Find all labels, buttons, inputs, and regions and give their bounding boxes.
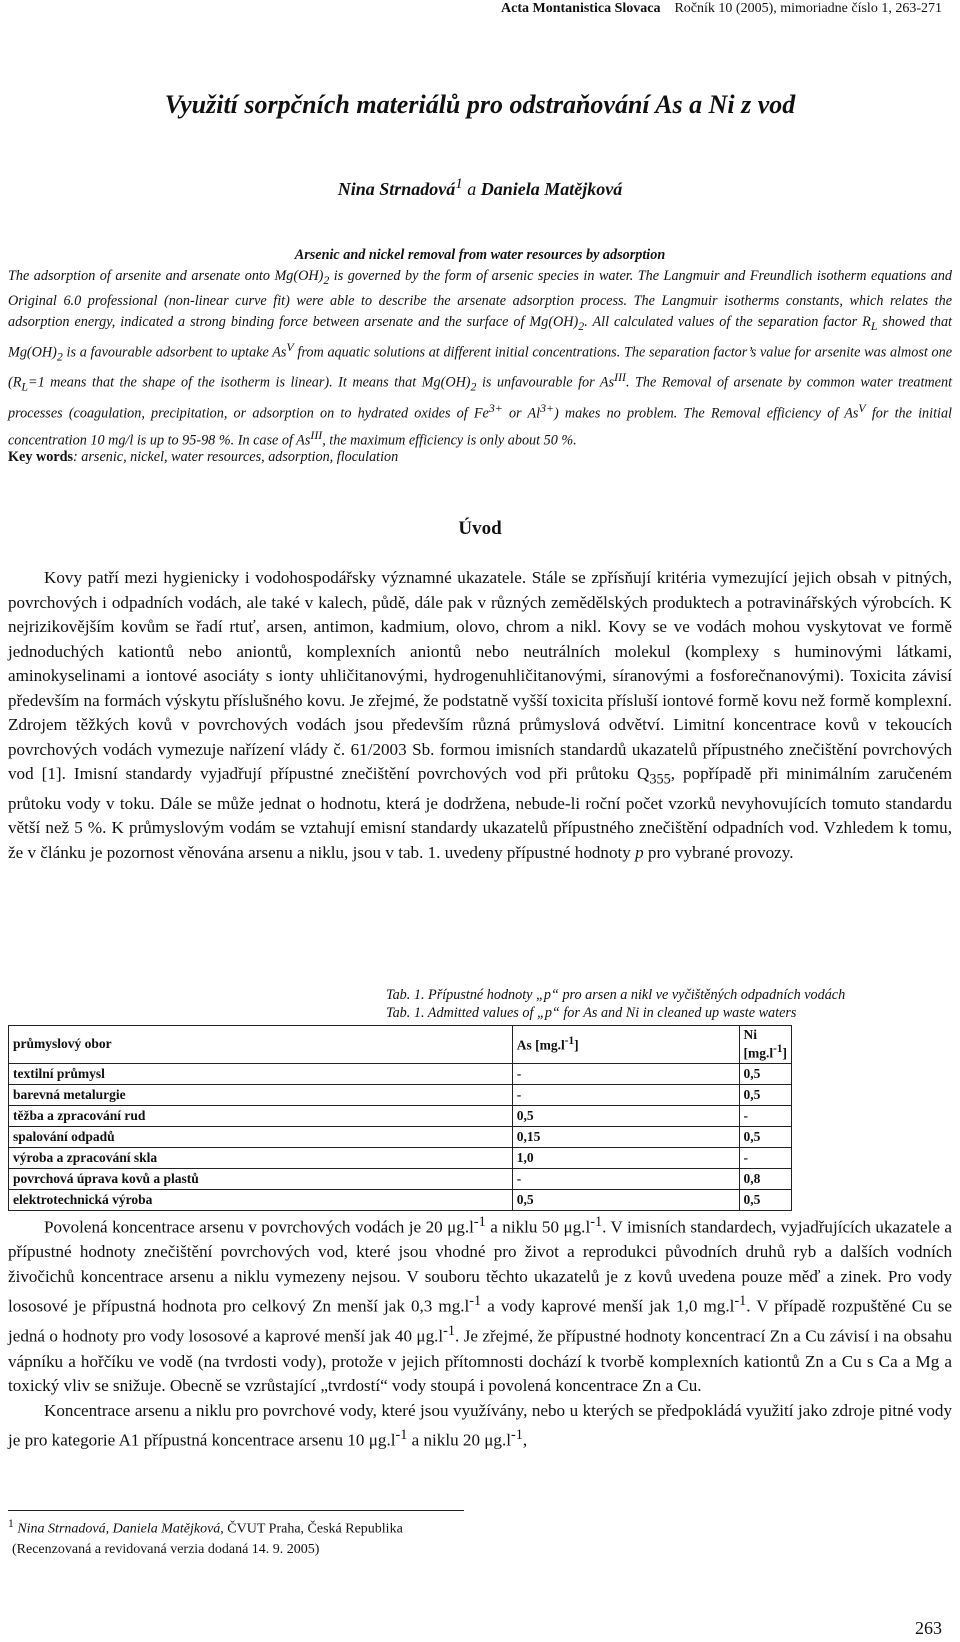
abstract-text: =1 means that the shape of the isotherm is linear). It means that Mg(OH) (28, 374, 471, 391)
subscript: L (870, 318, 878, 333)
cell-industry: výroba a zpracování skla (9, 1147, 513, 1168)
superscript: -1 (473, 1214, 486, 1230)
subscript: 355 (649, 771, 671, 788)
superscript: -1 (443, 1323, 456, 1340)
running-head (0, 0, 960, 18)
superscript: -1 (395, 1427, 408, 1444)
author-conjunction: a (462, 179, 481, 199)
author-2: Daniela Matějková (480, 179, 623, 199)
cell-as: 0,5 (512, 1105, 739, 1126)
header-industry: průmyslový obor (9, 1026, 513, 1064)
body-paragraphs-2-3 (8, 1210, 952, 1453)
table-header-row (9, 1026, 792, 1064)
abstract (8, 245, 952, 451)
paragraph-text: . V imisních standardech, vyjadřujících ukazatele a přípustné hodnoty znečištění povrchových vod, které jsou vhodné pro život a reprodukci původních druhů ryb a dalších vodních živočichů koncentrace arsenu a niklu vymezeny nejsou. V souboru těchto ukazatelů je z kovů uvedena pouze měď a zinek. Pro vody lososové je přípustná hodnota pro celkový Zn menší jak 0,3 mg.l (8, 1217, 953, 1316)
cell-as: 1,0 (512, 1147, 739, 1168)
paragraph-text: a niklu 20 μg.l (407, 1430, 512, 1450)
abstract-text: or Al (502, 405, 541, 422)
superscript: V (858, 400, 866, 415)
keywords (8, 449, 952, 466)
section-heading: Úvod (458, 518, 502, 539)
cell-ni: 0,5 (739, 1063, 792, 1084)
author-line (0, 176, 960, 200)
abstract-text: , the maximum efficiency is only about 50 %. (322, 432, 577, 449)
body-paragraph-1 (8, 566, 952, 865)
paragraph-text: Koncentrace arsenu a niklu pro povrchové vody, které jsou využívány, nebo u kterých se předpokládá využití jako zdroje pitné vody je pro kategorie A1 přípustná koncentrace arsenu 10 μg.l (8, 1400, 952, 1450)
paragraph-text: , (522, 1430, 528, 1450)
table-row (9, 1084, 792, 1105)
abstract-text: . The Removal of arsenate by common water treatment processes (coagulation, precipitation, or adsorption on to hydrated oxides of Fe (8, 374, 953, 422)
subscript: 2 (470, 379, 477, 394)
abstract-body (8, 266, 952, 451)
subscript: 2 (56, 349, 63, 364)
caption-czech: Tab. 1. Přípustné hodnoty „p“ pro arsen a nikl ve vyčištěných odpadních vodách (386, 987, 846, 1003)
abstract-text: for the initial concentration 10 mg/l is up to 95-98 %. In case of As (8, 405, 952, 449)
superscript: V (286, 339, 294, 354)
superscript: III (614, 370, 626, 385)
cell-as: - (512, 1063, 739, 1084)
keywords-label: Key words (8, 449, 74, 465)
header-text: Ni [mg.l (743, 1027, 774, 1061)
paragraph-text: a niklu 50 μg.l (485, 1217, 591, 1237)
header-as (512, 1026, 739, 1064)
author-footnote-marker: 1 (455, 176, 463, 192)
footnote-affiliation (8, 1514, 908, 1540)
cell-industry: těžba a zpracování rud (9, 1105, 513, 1126)
paragraph-text: . V případě rozpuštěné Cu se jedná o hodnoty pro vody lososové a kaprové menší jak 40 μg.l (8, 1296, 952, 1347)
footnote (8, 1514, 908, 1560)
abstract-text: is unfavourable for As (476, 374, 615, 391)
caption-english: Tab. 1. Admitted values of „p“ for As and Ni in cleaned up waste waters (386, 1005, 797, 1021)
cell-industry: spalování odpadů (9, 1126, 513, 1147)
footnote-marker: 1 (8, 1517, 14, 1530)
superscript: -1 (773, 1043, 783, 1055)
superscript: III (310, 427, 323, 442)
header-text: ] (782, 1045, 787, 1061)
cell-industry: elektrotechnická výroba (9, 1189, 513, 1210)
header-text: ] (574, 1037, 579, 1053)
footnote-review: (Recenzovaná a revidovaná verzia dodaná 14. 9. 2005) (12, 1541, 320, 1557)
table-row (9, 1063, 792, 1084)
cell-as: - (512, 1168, 739, 1189)
superscript: 3+ (540, 400, 555, 415)
cell-ni: 0,5 (739, 1189, 792, 1210)
table-row (9, 1105, 792, 1126)
superscript: 3+ (488, 400, 503, 415)
table-row (9, 1168, 792, 1189)
paragraph (8, 566, 952, 865)
abstract-text: from aquatic solutions at different initial concentrations. The separation factor’s value for arsenite was almost one (R (8, 344, 953, 391)
superscript: -1 (734, 1293, 747, 1310)
footnote-affil: , ČVUT Praha, Česká Republika (220, 1521, 403, 1537)
subscript: 2 (323, 272, 330, 287)
header-ni (739, 1026, 792, 1064)
abstract-text: ) makes no problem. The Removal efficiency of As (554, 405, 859, 422)
superscript: -1 (564, 1035, 575, 1047)
paragraph (8, 1399, 952, 1454)
superscript: -1 (469, 1293, 482, 1310)
subscript: 2 (578, 318, 585, 333)
data-table (8, 1025, 792, 1211)
paragraph-text: . Je zřejmé, že přípustné hodnoty koncentrací Zn a Cu závisí i na obsahu vápníku a hořčíku ve vodě (na tvrdosti vody), protože v jejich přítomnosti dochází k tvorbě komplexních kationtů Zn a Cu s Ca a Mg a toxický vliv se snižuje. Obecně se vzrůstající „tvrdostí“ vody stoupá i povolená koncentrace Zn a Cu. (8, 1327, 953, 1396)
abstract-text: . All calculated values of the separation factor R (584, 313, 871, 330)
paper-title: Využití sorpčních materiálů pro odstraňování As a Ni z vod (164, 90, 796, 119)
table-caption (386, 986, 956, 1022)
superscript: -1 (511, 1427, 523, 1444)
cell-industry: povrchová úprava kovů a plastů (9, 1168, 513, 1189)
paragraph (8, 1210, 952, 1399)
author-1: Nina Strnadová (337, 179, 456, 199)
journal-issue: Ročník 10 (2005), mimoriadne číslo 1, 263-271 (674, 1, 942, 16)
cell-ni: 0,5 (739, 1084, 792, 1105)
abstract-text: is a favourable adsorbent to uptake As (62, 344, 287, 361)
abstract-text: is governed by the form of arsenic species in water. The Langmuir and Freundlich isotherm equations and Original 6.0 professional (non-linear curve fit) were able to describe the arsenate adsorption process. The Langmuir isotherms constants, which relates the adsorption energy, indicated a strong binding force between arsenate and the surface of Mg(OH) (8, 268, 953, 330)
table-row (9, 1189, 792, 1210)
subscript: L (21, 379, 28, 394)
abstract-text: showed that Mg(OH) (8, 313, 952, 361)
paragraph-text: Povolená koncentrace arsenu v povrchových vodách je 20 μg.l (44, 1217, 474, 1237)
italic-symbol: p (635, 842, 644, 862)
table-row (9, 1147, 792, 1168)
paragraph-text: pro vybrané provozy. (643, 842, 794, 862)
abstract-text: The adsorption of arsenite and arsenate onto Mg(OH) (8, 268, 324, 284)
cell-ni: 0,8 (739, 1168, 792, 1189)
cell-industry: textilní průmysl (9, 1063, 513, 1084)
cell-ni: 0,5 (739, 1126, 792, 1147)
cell-as: 0,15 (512, 1126, 739, 1147)
table-row (9, 1126, 792, 1147)
page-number: 263 (915, 1618, 942, 1638)
abstract-title: Arsenic and nickel removal from water resources by adsorption (294, 247, 666, 263)
cell-as: 0,5 (512, 1189, 739, 1210)
keywords-text: : arsenic, nickel, water resources, adsorption, floculation (73, 449, 399, 465)
cell-ni: - (739, 1105, 792, 1126)
cell-as: - (512, 1084, 739, 1105)
journal-name: Acta Montanistica Slovaca (501, 1, 661, 16)
paragraph-text: , popřípadě při minimálním zaručeném průtoku vody v toku. Dále se může jednat o hodnotu, která je dodržena, nebude-li roční počet vzorků nevyhovujících tomuto standardu větší než 5 %. K průmyslovým vodám se vztahují emisní standardy ukazatelů přípustného znečištění odpadních vod. Vzhledem k tomu, že v článku je pozornost věnována arsenu a niklu, jsou v tab. 1. uvedeny přípustné hodnoty (8, 764, 952, 862)
footnote-authors: Nina Strnadová, Daniela Matějková (13, 1521, 221, 1537)
cell-industry: barevná metalurgie (9, 1084, 513, 1105)
footnote-rule (8, 1510, 464, 1511)
cell-ni: - (739, 1147, 792, 1168)
superscript: -1 (590, 1214, 603, 1230)
paragraph-text: Kovy patří mezi hygienicky i vodohospodářsky významné ukazatele. Stále se zpřísňují kritéria vymezující jejich obsah v pitných, povrchových i odpadních vodách, ale také v kalech, půdě, dále pak v různých zemědělských produktech a potravinářských výrobcích. K nejrizikovějším kovům se řadí rtuť, arsen, antimon, kadmium, olovo, chrom a nikl. Kovy se ve vodách mohou vyskytovat ve formě jednoduchých kationtů nebo aniontů, komplexních aniontů nebo neutrálních molekul (komplexy s huminovými látkami, aminokyselinami a iontové asociáty s ionty uhličitanovými, hydrogenuhličitanovými, síranovými a fosforečnanovými). Toxicita závisí především na formách výskytu příslušného kovu. Je zřejmé, že podstatně vyšší toxicita přísluší iontové formě kovu než formě komplexní. Zdrojem těžkých kovů v povrchových vodách jsou především různá průmyslová odvětví. Limitní koncentrace kovů v tekoucích povrchových vodách vymezuje nařízení vlády č. 61/2003 Sb. formou imisních standardů ukazatelů přípustného znečištění povrchových vod [1]. Imisní standardy vyjadřují přípustné znečištění povrchových vod při průtoku Q (8, 568, 952, 783)
header-text: As [mg.l (516, 1037, 565, 1053)
paragraph-text: a vody kaprové menší jak 1,0 mg.l (481, 1296, 735, 1316)
